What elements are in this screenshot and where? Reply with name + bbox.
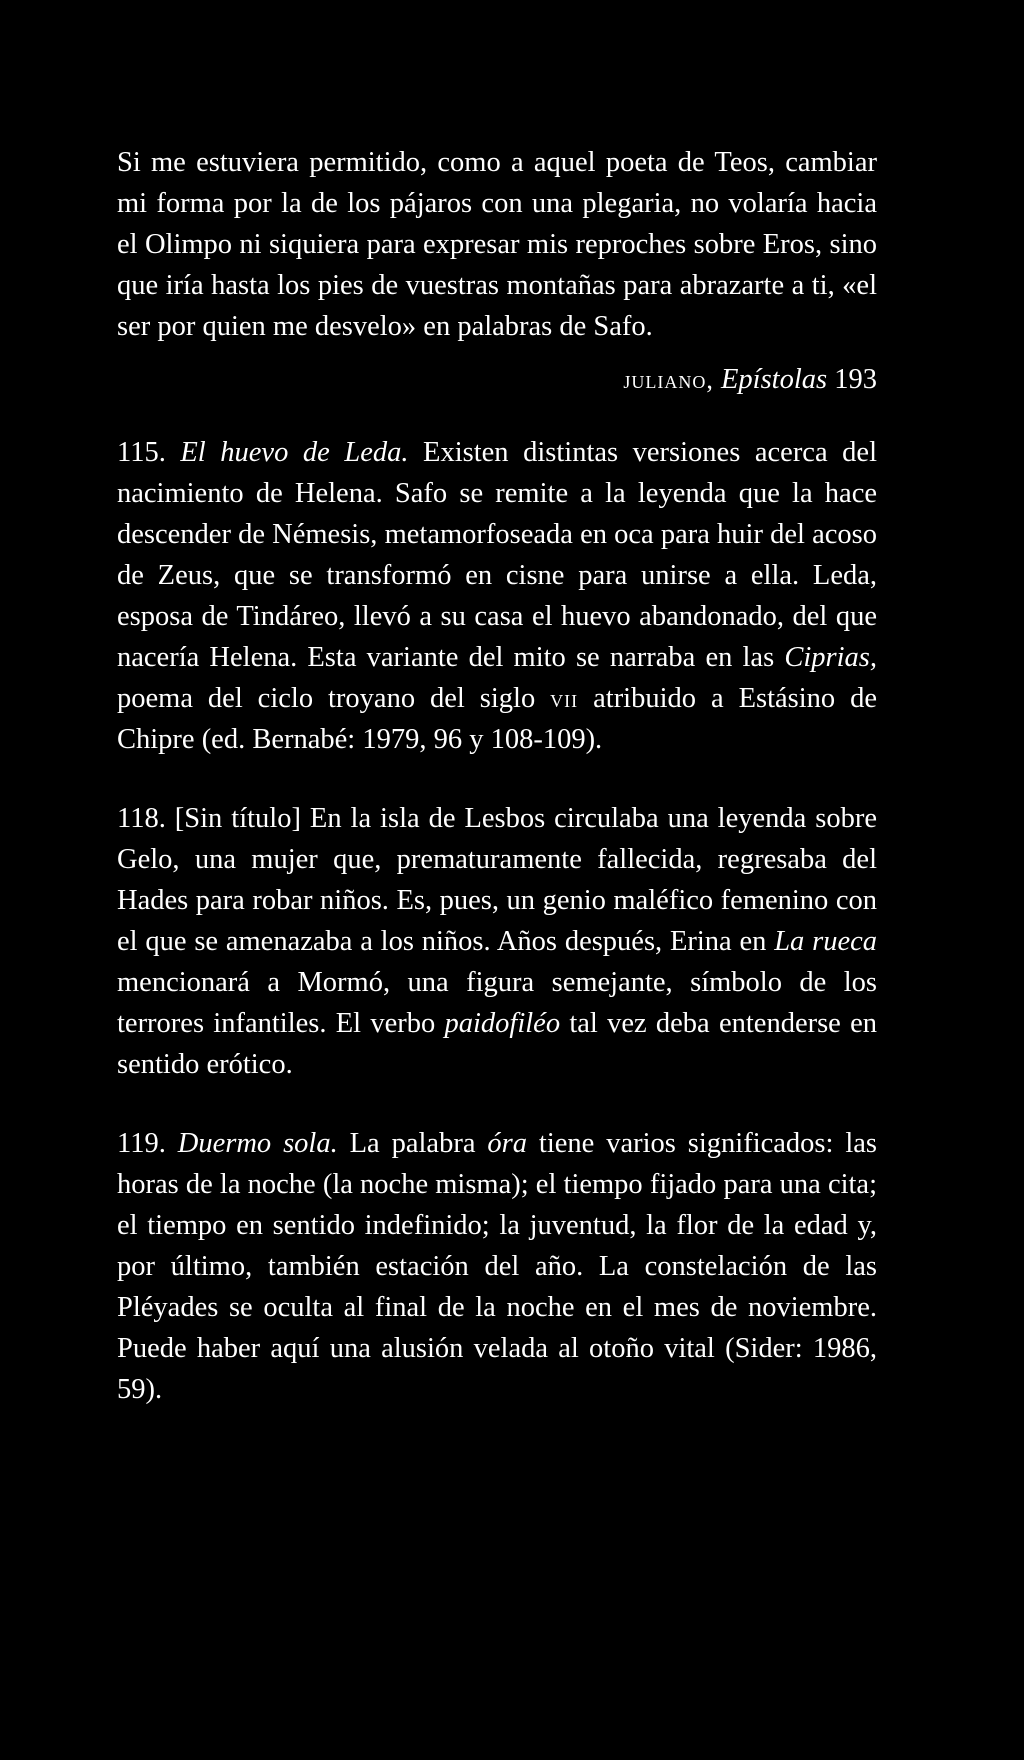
note-text: tal vez deba entenderse en sentido erótico. xyxy=(117,1008,877,1080)
note-number: 115. xyxy=(117,437,166,468)
page-text xyxy=(117,142,877,1410)
note-number: 119. xyxy=(117,1128,166,1159)
note-118 xyxy=(117,798,877,1085)
note-title: El huevo de Leda. xyxy=(180,437,409,468)
note-italic-term: La rueca xyxy=(774,926,877,957)
note-title: [Sin título] xyxy=(174,803,301,834)
note-115 xyxy=(117,432,877,760)
note-text: mencionará a Mormó, una figura semejante, símbolo de los terrores infantiles. El verbo xyxy=(117,967,877,1039)
epigraph-attribution xyxy=(117,359,877,400)
note-italic-term: Ciprias, xyxy=(784,642,878,673)
note-119 xyxy=(117,1123,877,1410)
note-text: En la isla de Lesbos circulaba una leyenda sobre Gelo, una mujer que, prematuramente fallecida, regresaba del Hades para robar niños. Es, pues, un genio maléfico femenino con el que se amenazaba a los niños. Años después, Erina en xyxy=(117,803,877,957)
epigraph-author: juliano, xyxy=(623,365,714,394)
note-number: 118. xyxy=(117,803,166,834)
note-title: Duermo sola. xyxy=(177,1128,338,1159)
epigraph-quote: Si me estuviera permitido, como a aquel poeta de Teos, cambiar mi forma por la de los pájaros con una plegaria, no volaría hacia el Olimpo ni siquiera para expresar mis reproches sobre Eros, sino que iría hasta los pies de vuestras montañas para abrazarte a ti, «el ser por quien me desvelo» en palabras de Safo. xyxy=(117,147,877,342)
note-text: Existen distintas versiones acerca del nacimiento de Helena. Safo se remite a la leyenda que la hace descender de Némesis, metamorfoseada en oca para huir del acoso de Zeus, que se transformó en cisne para unirse a ella. Leda, esposa de Tindáreo, llevó a su casa el huevo abandonado, del que nacería Helena. Esta variante del mito se narraba en las xyxy=(117,437,877,673)
note-text: tiene varios significados: las horas de la noche (la noche misma); el tiempo fijado para una cita; el tiempo en sentido indefinido; la juventud, la flor de la edad y, por último, también estación del año. La constelación de las Pléyades se oculta al final de la noche en el mes de noviembre. Puede haber aquí una alusión velada al otoño vital (Sider: 1986, 59). xyxy=(117,1128,878,1405)
note-text: La palabra xyxy=(349,1128,476,1159)
note-text: atribuido a Estásino de Chipre (ed. Bernabé: 1979, 96 y 108-109). xyxy=(117,683,877,755)
note-italic-term: paidofiléo xyxy=(444,1008,561,1039)
note-text: poema del ciclo troyano del siglo xyxy=(117,683,536,714)
epigraph-work: Epístolas xyxy=(721,364,828,395)
note-italic-term: óra xyxy=(487,1128,527,1159)
note-century: vii xyxy=(550,684,579,713)
epigraph-ref: 193 xyxy=(834,364,877,395)
